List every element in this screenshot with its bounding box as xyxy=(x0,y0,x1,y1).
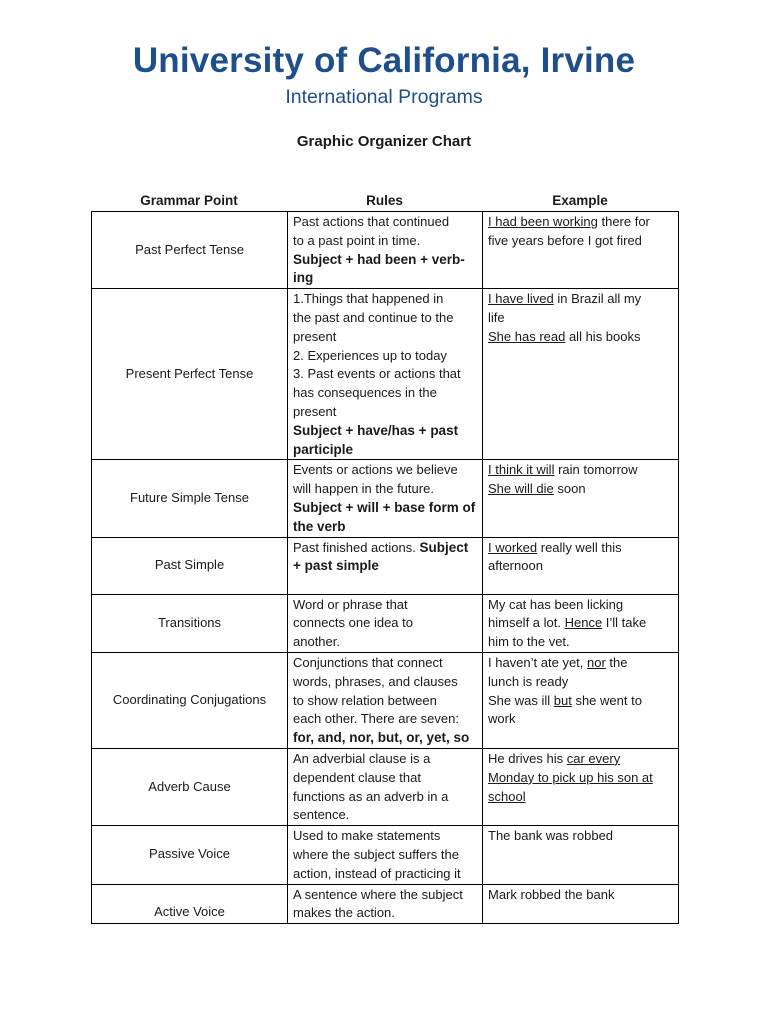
table-row xyxy=(92,594,679,652)
rule-line: another. xyxy=(293,634,340,650)
grammar-point-label: Active Voice xyxy=(154,904,225,920)
example-cell xyxy=(483,212,679,289)
example-highlight: I think it will xyxy=(488,462,555,478)
example-highlight: Monday to pick up his son at xyxy=(488,769,653,785)
example-text: all his books xyxy=(565,328,641,344)
example-highlight: Hence xyxy=(564,615,603,631)
rule-line: to a past point in time. xyxy=(293,232,421,248)
example-line: five years before I got fired xyxy=(488,232,642,248)
grammar-point-label: Transitions xyxy=(157,614,222,630)
example-line: work xyxy=(488,711,516,727)
example-text: himself a lot. xyxy=(488,615,565,631)
example-line xyxy=(488,328,674,347)
rules-cell xyxy=(288,212,483,289)
example-text: soon xyxy=(553,481,586,497)
example-line xyxy=(488,539,674,558)
rules-cell xyxy=(288,748,483,825)
rule-line: present xyxy=(293,328,337,344)
university-name: University of California, Irvine xyxy=(132,41,636,80)
rule-line: sentence. xyxy=(293,807,350,823)
example-highlight: but xyxy=(553,692,572,708)
table-row xyxy=(92,289,679,460)
example-text: the xyxy=(605,654,628,670)
example-cell xyxy=(483,826,679,884)
rule-formula: participle xyxy=(293,441,354,457)
grammar-point-label: Present Perfect Tense xyxy=(125,365,254,381)
grammar-point-cell xyxy=(92,748,288,825)
example-text: really well this xyxy=(537,539,622,555)
example-text: He drives his xyxy=(488,750,567,766)
rules-cell xyxy=(288,289,483,460)
example-text: I haven’t ate yet, xyxy=(488,654,588,670)
example-line xyxy=(488,654,674,673)
rules-cell xyxy=(288,884,483,924)
rule-line: A sentence where the subject xyxy=(293,886,463,902)
rule-line xyxy=(293,539,478,558)
table-row xyxy=(92,884,679,924)
table-row xyxy=(92,652,679,748)
example-line xyxy=(488,480,674,499)
rule-line: Past actions that continued xyxy=(293,214,450,229)
rules-cell xyxy=(288,460,483,537)
example-line xyxy=(488,461,674,480)
rule-formula: Subject + have/has + past xyxy=(293,422,459,438)
document-title: Graphic Organizer Chart xyxy=(296,133,472,150)
rule-line: to show relation between xyxy=(293,692,437,708)
rule-line: connects one idea to xyxy=(293,615,413,631)
example-highlight: I had been working xyxy=(488,214,598,229)
rule-formula: Subject + had been + verb- xyxy=(293,251,465,267)
example-line xyxy=(488,213,674,232)
example-line: Mark robbed the bank xyxy=(488,886,615,902)
example-highlight: I worked xyxy=(488,539,538,555)
rule-line: present xyxy=(293,403,337,419)
rule-line: 3. Past events or actions that xyxy=(293,366,461,382)
rule-line: 1.Things that happened in xyxy=(293,291,444,307)
example-text: she went to xyxy=(571,692,642,708)
rule-formula: + past simple xyxy=(293,558,379,574)
grammar-point-cell xyxy=(92,460,288,537)
example-text: She was ill xyxy=(488,692,554,708)
grammar-table xyxy=(91,211,679,924)
rule-line: 2. Experiences up to today xyxy=(293,347,447,363)
rule-formula: for, and, nor, but, or, yet, so xyxy=(293,730,470,746)
rule-line: An adverbial clause is a xyxy=(293,750,431,766)
table-row xyxy=(92,460,679,537)
table-row xyxy=(92,537,679,594)
grammar-point-label: Coordinating Conjugations xyxy=(112,692,267,708)
rule-formula: the verb xyxy=(293,518,346,534)
example-highlight: car every xyxy=(566,750,621,766)
example-text: I’ll take xyxy=(602,615,647,631)
example-highlight: She has read xyxy=(488,328,566,344)
table-row xyxy=(92,826,679,884)
rule-line: where the subject suffers the xyxy=(293,846,459,862)
grammar-point-cell xyxy=(92,826,288,884)
example-line: him to the vet. xyxy=(488,634,570,650)
example-highlight: school xyxy=(488,788,526,804)
grammar-point-cell xyxy=(92,884,288,924)
rule-line: will happen in the future. xyxy=(293,481,434,497)
rule-line: the past and continue to the xyxy=(293,309,454,325)
rules-cell xyxy=(288,826,483,884)
example-cell xyxy=(483,884,679,924)
example-line xyxy=(488,614,674,633)
example-line xyxy=(488,750,674,769)
grammar-point-label: Adverb Cause xyxy=(148,778,231,794)
rules-cell xyxy=(288,594,483,652)
example-cell xyxy=(483,594,679,652)
example-cell xyxy=(483,460,679,537)
table-row xyxy=(92,748,679,825)
example-cell xyxy=(483,537,679,594)
example-line: afternoon xyxy=(488,558,543,574)
example-text: in Brazil all my xyxy=(553,291,642,307)
rule-line: has consequences in the xyxy=(293,385,437,401)
grammar-point-cell xyxy=(92,537,288,594)
rule-line: dependent clause that xyxy=(293,769,421,785)
example-highlight: I have lived xyxy=(488,291,554,307)
rule-line: each other. There are seven: xyxy=(293,711,459,727)
example-text: there for xyxy=(597,214,650,229)
rule-formula: ing xyxy=(293,270,314,286)
rule-line: functions as an adverb in a xyxy=(293,788,449,804)
example-cell xyxy=(483,748,679,825)
example-line: life xyxy=(488,309,505,325)
column-header-rules: Rules xyxy=(366,193,403,208)
example-highlight: nor xyxy=(587,654,606,670)
rule-formula: Subject xyxy=(419,539,469,555)
grammar-point-label: Future Simple Tense xyxy=(130,490,249,506)
example-line xyxy=(488,692,674,711)
rule-line: Conjunctions that connect xyxy=(293,654,443,670)
example-line: The bank was robbed xyxy=(488,828,614,844)
grammar-point-label: Past Perfect Tense xyxy=(135,241,244,257)
example-line: lunch is ready xyxy=(488,673,569,689)
grammar-point-label: Past Simple xyxy=(154,557,225,573)
rule-line: Used to make statements xyxy=(293,828,441,844)
rule-line: words, phrases, and clauses xyxy=(293,673,458,689)
column-header-example: Example xyxy=(552,193,608,208)
grammar-point-cell xyxy=(92,652,288,748)
example-cell xyxy=(483,652,679,748)
rule-line: Word or phrase that xyxy=(293,596,408,612)
column-header-grammar-point: Grammar Point xyxy=(140,193,238,208)
rule-line: Events or actions we believe xyxy=(293,462,458,478)
example-text: rain tomorrow xyxy=(554,462,638,478)
example-line: My cat has been licking xyxy=(488,596,624,612)
grammar-point-cell xyxy=(92,212,288,289)
rule-formula: Subject + will + base form of xyxy=(293,499,476,515)
grammar-point-label: Passive Voice xyxy=(149,846,230,862)
rule-line: action, instead of practicing it xyxy=(293,865,461,881)
example-line xyxy=(488,290,674,309)
rule-text: Past finished actions. xyxy=(293,539,420,555)
table-row xyxy=(92,212,679,289)
rules-cell xyxy=(288,652,483,748)
rule-line: makes the action. xyxy=(293,905,395,921)
rules-cell xyxy=(288,537,483,594)
table-column-headers xyxy=(91,193,678,211)
grammar-point-cell xyxy=(92,289,288,460)
example-cell xyxy=(483,289,679,460)
grammar-point-cell xyxy=(92,594,288,652)
example-highlight: She will die xyxy=(488,481,554,497)
program-name: International Programs xyxy=(285,86,483,108)
page-header xyxy=(0,38,768,109)
